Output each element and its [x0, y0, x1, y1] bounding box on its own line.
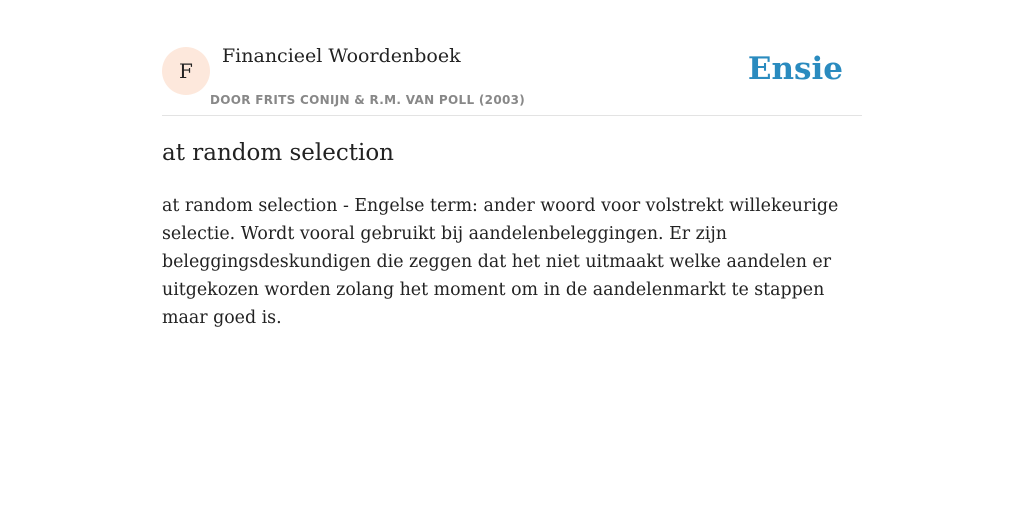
header-divider [162, 115, 862, 116]
ensie-logo[interactable]: Ensie [747, 51, 843, 87]
book-byline: DOOR FRITS CONIJN & R.M. VAN POLL (2003) [210, 93, 526, 107]
book-avatar: F [162, 47, 210, 95]
term-title: at random selection [162, 140, 394, 166]
term-definition: at random selection - Engelse term: ander woord voor volstrekt willekeurige selectie. Wordt vooral gebruikt bij aandelenbeleggingen. Er zijn beleggingsdeskundigen die zeggen dat het niet uitmaakt welke aandelen er uitgekozen worden zolang het moment om in de aandelenmarkt te stappen maar goed is. [162, 196, 839, 328]
book-title[interactable]: Financieel Woordenboek [222, 45, 461, 67]
